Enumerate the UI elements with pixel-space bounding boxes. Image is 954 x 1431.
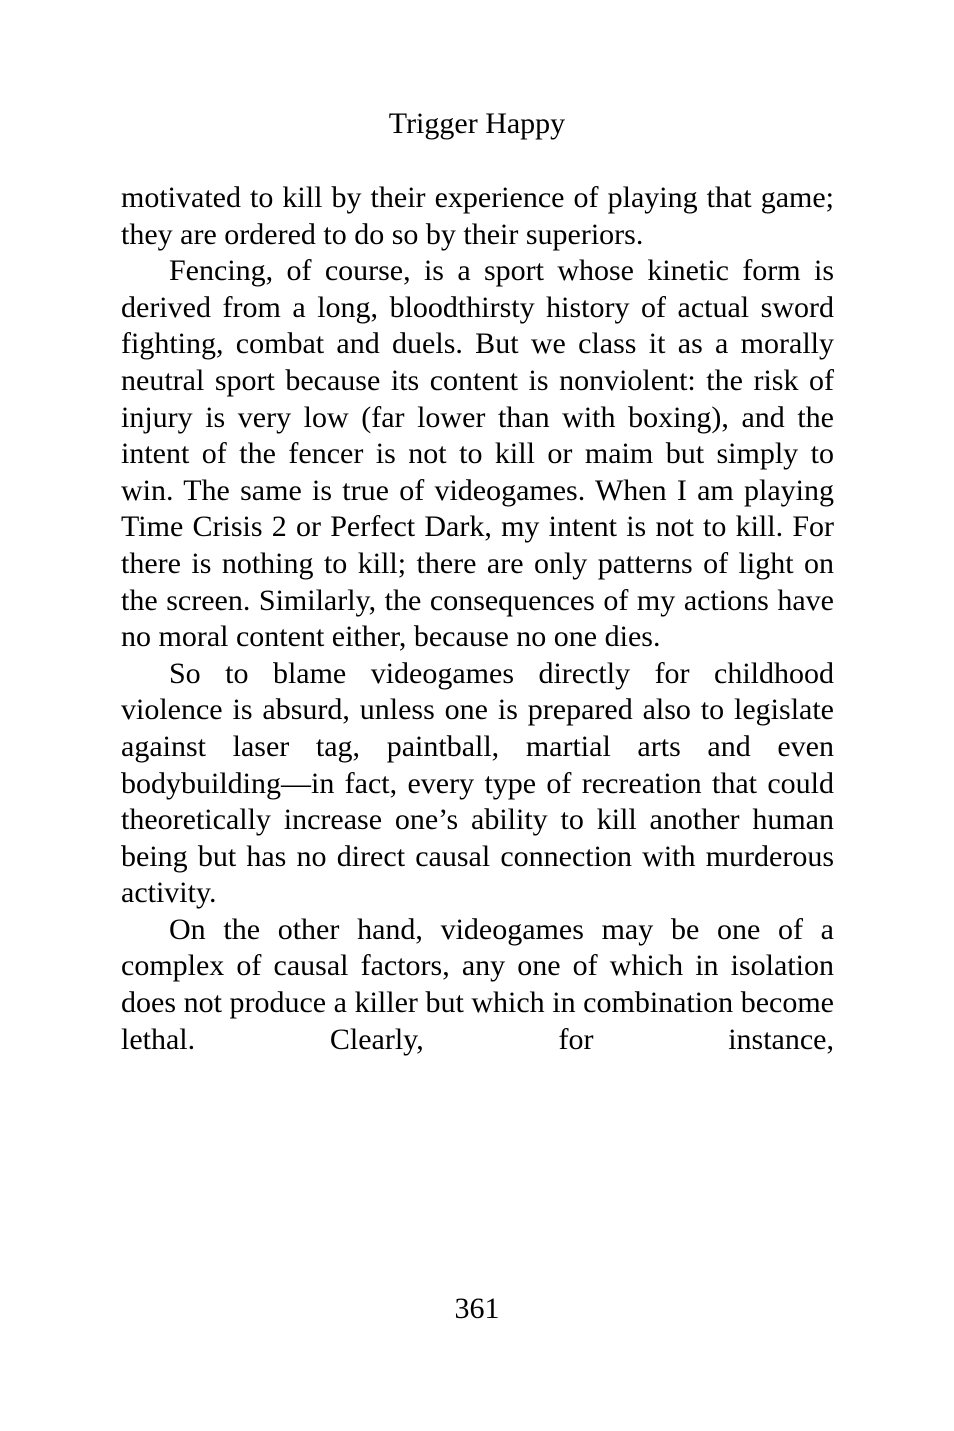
body-text <box>121 180 834 1058</box>
paragraph-other-hand: On the other hand, videogames may be one of a complex of causal factors, any one of which in isolation does not produce a killer but which in combination become lethal. Clearly, for instance, <box>121 912 834 1056</box>
page-number: 361 <box>454 1292 500 1325</box>
running-header: Trigger Happy <box>388 107 566 140</box>
paragraph-blame: So to blame videogames directly for childhood violence is absurd, unless one is prepared also to legislate against laser tag, paintball, martial arts and even bodybuilding—in fact, every type of recreation that could theoretically increase one’s ability to kill another human being but has no direct causal connection with murderous activity. <box>121 656 834 910</box>
paragraph-fencing: Fencing, of course, is a sport whose kinetic form is derived from a long, bloodthirsty history of actual sword fighting, combat and duels. But we class it as a morally neutral sport because its content is nonviolent: the risk of injury is very low (far lower than with boxing), and the intent of the fencer is not to kill or maim but simply to win. The same is true of videogames. When I am playing Time Crisis 2 or Perfect Dark, my intent is not to kill. For there is nothing to kill; there are only patterns of light on the screen. Similarly, the consequences of my actions have no moral content either, because no one dies. <box>121 254 834 654</box>
paragraph-continued: motivated to kill by their experience of playing that game; they are ordered to do so by their superiors. <box>121 181 834 251</box>
